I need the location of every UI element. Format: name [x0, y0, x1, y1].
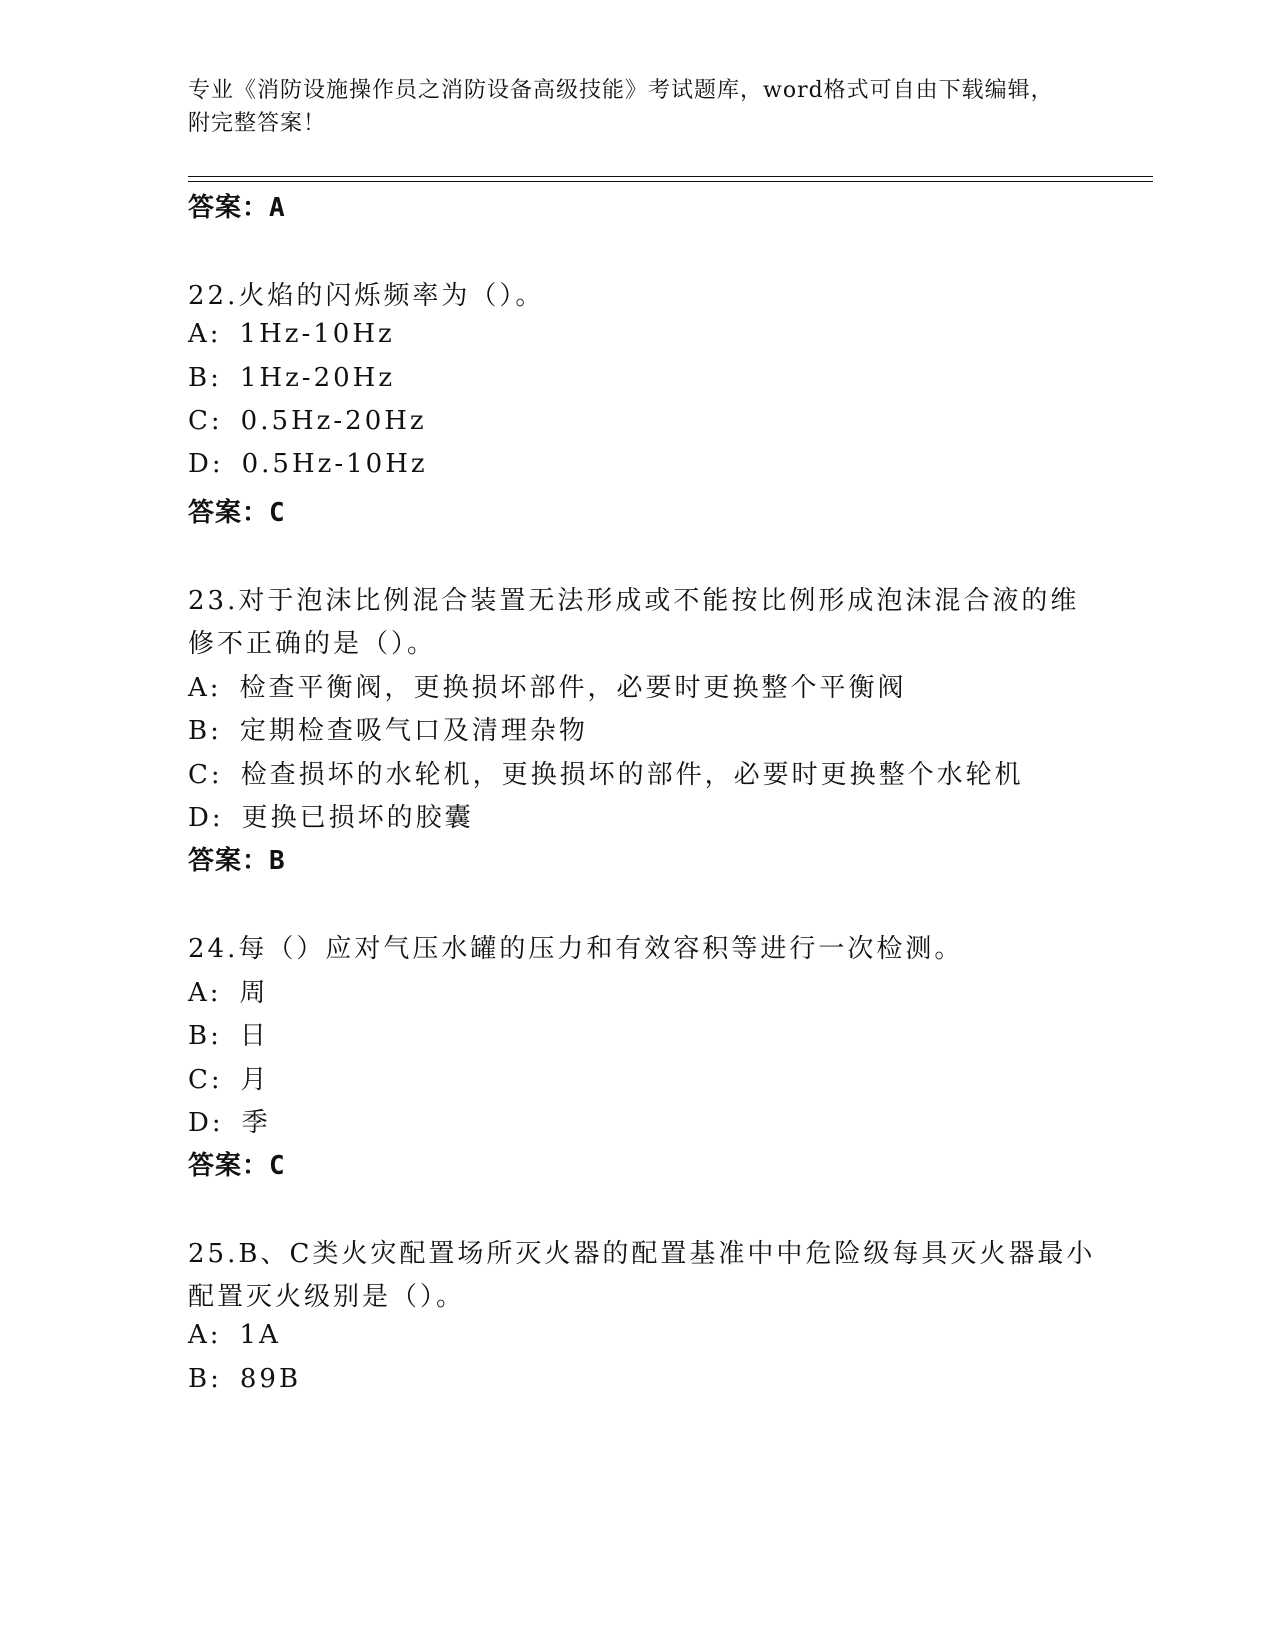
- option-key: B:: [188, 1021, 222, 1051]
- option-text: 1Hz-20Hz: [239, 363, 396, 393]
- question-24-stem: 24.每（）应对气压水罐的压力和有效容积等进行一次检测。: [188, 934, 964, 964]
- option-key: B:: [188, 716, 222, 746]
- question-22-option-d: [188, 449, 428, 479]
- option-key: D:: [188, 803, 224, 833]
- option-text: 周: [239, 978, 269, 1008]
- answer-prev: [188, 187, 286, 224]
- option-text: 0.5Hz-20Hz: [240, 406, 427, 436]
- answer-value: C: [269, 498, 286, 528]
- option-key: B:: [188, 363, 222, 393]
- header-divider-bottom: [188, 181, 1153, 182]
- option-key: B:: [188, 1364, 222, 1394]
- question-23-option-d: [188, 797, 474, 834]
- question-23-option-b: [188, 710, 588, 747]
- question-25-stem-line-2: 配置灭火级别是（）。: [188, 1282, 466, 1312]
- option-key: A:: [188, 319, 222, 349]
- option-text: 1Hz-10Hz: [239, 319, 395, 349]
- option-key: D:: [188, 1108, 224, 1138]
- option-key: C:: [188, 406, 223, 436]
- option-text: 0.5Hz-10Hz: [241, 449, 428, 479]
- option-text: 月: [240, 1065, 270, 1095]
- option-key: A:: [188, 978, 222, 1008]
- option-key: A:: [188, 1320, 222, 1350]
- question-24-option-c: [188, 1059, 270, 1096]
- header-divider-top: [188, 176, 1153, 177]
- question-23-stem-line-1: 23.对于泡沫比例混合装置无法形成或不能按比例形成泡沫混合液的维: [188, 586, 1080, 616]
- document-header: 专业《消防设施操作员之消防设备高级技能》考试题库，word格式可自由下载编辑，附完整答案！: [188, 78, 1054, 136]
- question-23-stem-line-2: 修不正确的是（）。: [188, 629, 437, 659]
- question-23-answer: [188, 840, 286, 877]
- question-23-option-c: [188, 754, 1024, 791]
- question-23-option-a: [188, 667, 907, 704]
- option-text: 日: [239, 1021, 269, 1051]
- question-22-option-b: [188, 363, 395, 393]
- option-text: 检查平衡阀，更换损坏部件，必要时更换整个平衡阀: [239, 673, 907, 703]
- answer-label: 答案：: [188, 846, 270, 876]
- option-text: 1A: [239, 1320, 281, 1350]
- question-24-answer: [188, 1145, 286, 1182]
- option-key: C:: [188, 1065, 223, 1095]
- question-24-option-a: [188, 972, 269, 1009]
- answer-value: A: [269, 193, 286, 223]
- option-text: 更换已损坏的胶囊: [241, 803, 474, 833]
- option-text: 季: [241, 1108, 271, 1138]
- question-25-option-a: [188, 1320, 281, 1350]
- answer-value: B: [269, 846, 286, 876]
- question-25-option-b: [188, 1364, 301, 1394]
- option-text: 定期检查吸气口及清理杂物: [239, 716, 588, 746]
- question-22-option-a: [188, 319, 395, 349]
- option-text: 89B: [239, 1364, 302, 1394]
- question-24-option-b: [188, 1015, 269, 1052]
- option-key: C:: [188, 760, 223, 790]
- question-22-stem: 22.火焰的闪烁频率为（）。: [188, 281, 545, 311]
- question-24-option-d: [188, 1102, 271, 1139]
- answer-label: 答案：: [188, 1151, 270, 1181]
- answer-label: 答案：: [188, 193, 270, 223]
- question-22-answer: [188, 492, 286, 529]
- option-key: A:: [188, 673, 222, 703]
- answer-value: C: [269, 1151, 286, 1181]
- question-25-stem-line-1: 25.B、C类火灾配置场所灭火器的配置基准中中危险级每具灭火器最小: [188, 1239, 1096, 1269]
- option-key: D:: [188, 449, 224, 479]
- answer-label: 答案：: [188, 498, 270, 528]
- question-22-option-c: [188, 406, 427, 436]
- option-text: 检查损坏的水轮机，更换损坏的部件，必要时更换整个水轮机: [240, 760, 1024, 790]
